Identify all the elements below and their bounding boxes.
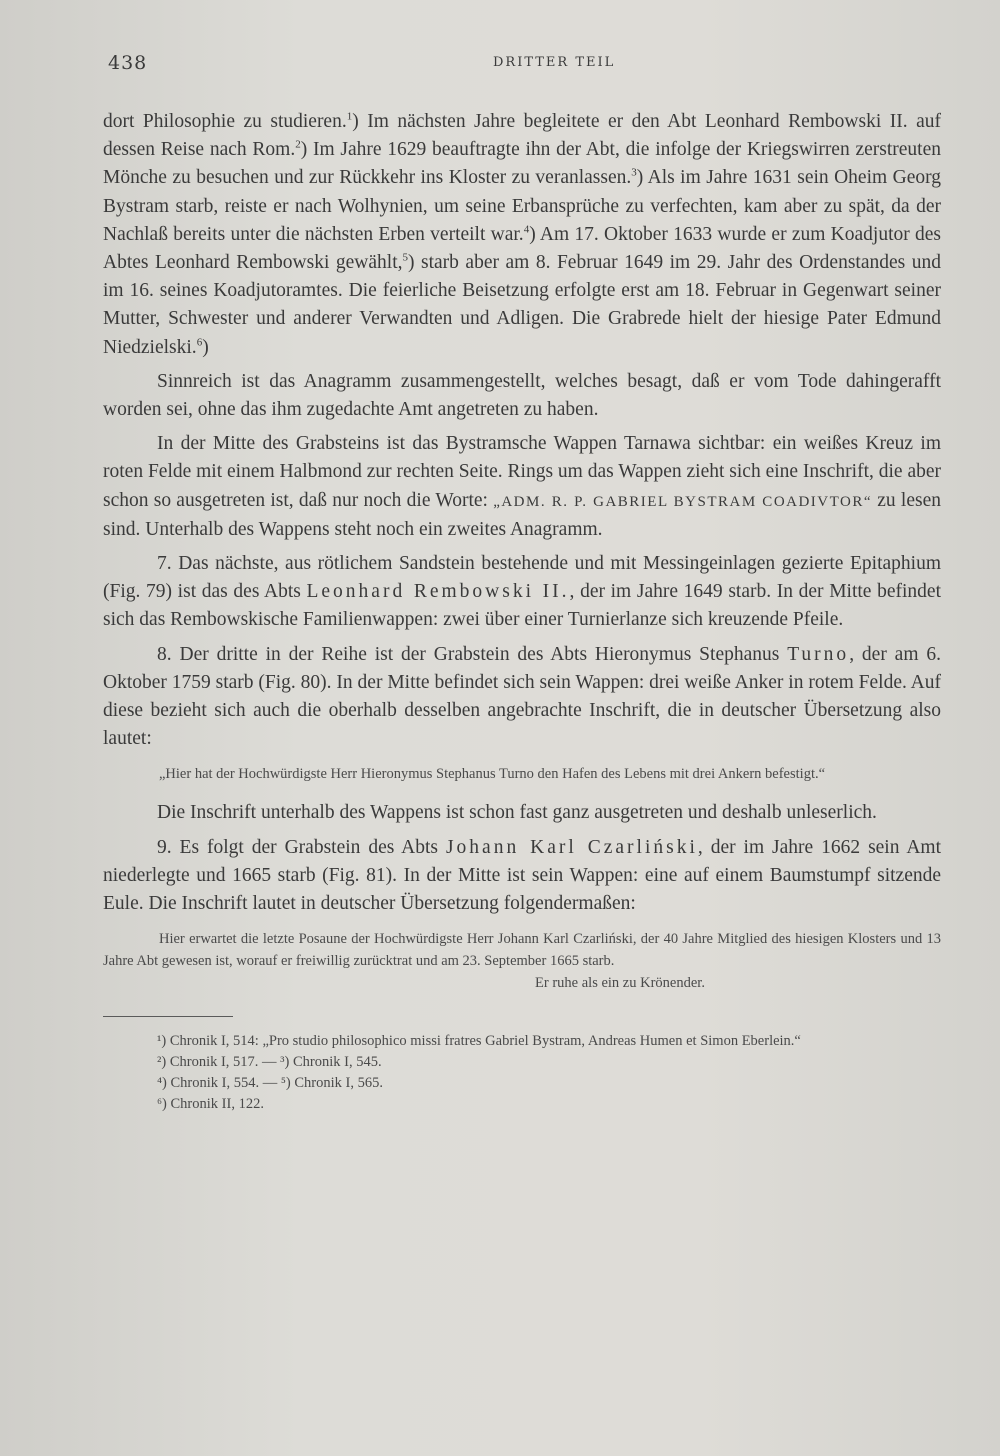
footnote-2-3: ²) Chronik I, 517. — ³) Chronik I, 545. (157, 1054, 382, 1071)
paragraph-3: In der Mitte des Grabsteins ist das Bystramsche Wappen Tarnawa sichtbar: ein weißes Kreuz im roten Felde mit einem Halbmond zur rechten Seite. Rings um das Wappen zieht sich eine Inschrift, die aber schon so ausgetreten ist, daß nur noch die Worte: „ADM. R. P. GABRIEL BYSTRAM COADIVTOR“ zu lesen sind. Unterhalb des Wappens steht noch ein zweites Anagramm. (103, 433, 941, 540)
footnote-1: ¹) Chronik I, 514: „Pro studio philosophico missi fratres Gabriel Bystram, Andreas Humen et Simon Eberlein.“ (157, 1033, 801, 1050)
paragraph-6: Die Inschrift unterhalb des Wappens ist schon fast ganz ausgetreten und deshalb unleserlich. (157, 802, 877, 824)
footnote-ref: 3 (631, 166, 637, 179)
inscription-text: „ADM. R. P. GABRIEL BYSTRAM COADIVTOR“ (493, 493, 873, 510)
footnote-ref: 5 (402, 251, 409, 264)
main-text (103, 108, 941, 1115)
footnote-rule (103, 1016, 233, 1017)
footnote-ref: 2 (295, 138, 301, 151)
inscription-quote-2: Hier erwartet die letzte Posaune der Hochwürdigste Herr Johann Karl Czarliński, der 40 Jahre Mitglied des hiesigen Klosters und 13 Jahre Abt gewesen ist, worauf er freiwillig zurücktrat und am 23. September 1665 starb. Er ruhe als ein zu Krönender. (103, 928, 941, 994)
inscription-quote-1: „Hier hat der Hochwürdigste Herr Hieronymus Stephanus Turno den Hafen des Lebens mit drei Ankern befestigt.“ (159, 766, 826, 783)
footnote-ref: 6 (196, 336, 203, 349)
footnote-ref: 4 (523, 223, 530, 236)
footnote-4-5: ⁴) Chronik I, 554. — ⁵) Chronik I, 565. (157, 1075, 383, 1092)
person-name: Leonhard Rembowski II. (306, 581, 570, 603)
page-header (108, 52, 930, 76)
person-name: Turno (787, 643, 850, 665)
paragraph-1: dort Philosophie zu studieren.$^1$) Im nächsten Jahre begleitete er den Abt Leonhard Rembowski II. auf dessen Reise nach Rom.$^2$) Im Jahre 1629 beauftragte ihn der Abt, die infolge der Kriegswirren zerstreuten Mönche zu besuchen und zur Rückkehr ins Kloster zu veranlassen.$^3$) Als im Jahre 1631 sein Oheim Georg Bystram starb, reiste er nach Wolhynien, um seine Erbansprüche zu verfechten, kam aber zu spät, da der Nachlaß bereits unter die nächsten Erben verteilt war.$^4$) Am 17. Oktober 1633 wurde er zum Koadjutor des Abtes Leonhard Rembowski gewählt,$^5$) starb aber am 8. Februar 1649 im 29. Jahr des Ordenstandes und im 16. seines Koadjutoramtes. Die feierliche Beisetzung erfolgte erst am 18. Februar in Gegenwart seiner Mutter, Schwester und anderer Verwandten und Adligen. Die Grabrede hielt der hiesige Pater Edmund Niedzielski.$^6$) (103, 110, 942, 358)
running-head: DRITTER TEIL (493, 55, 616, 70)
paragraph-4: 7. Das nächste, aus rötlichem Sandstein bestehende und mit Messingeinlagen gezierte Epitaphium (Fig. 79) ist das des Abts Leonhard Rembowski II., der im Jahre 1649 starb. In der Mitte befindet sich das Rembowskische Familienwappen: zwei über einer Turnierlanze sich kreuzende Pfeile. (103, 553, 941, 631)
person-name: Johann Karl Czarliński (445, 836, 698, 858)
paragraph-5: 8. Der dritte in der Reihe ist der Grabstein des Abts Hieronymus Stephanus Turno, der am 6. Oktober 1759 starb (Fig. 80). In der Mitte befindet sich sein Wappen: drei weiße Anker in rotem Felde. Auf diese bezieht sich auch die oberhalb desselben angebrachte Inschrift, die in deutscher Übersetzung also lautet: (103, 643, 942, 750)
paragraph-7: 9. Es folgt der Grabstein des Abts Johann Karl Czarliński, der im Jahre 1662 sein Amt niederlegte und 1665 starb (Fig. 81). In der Mitte ist sein Wappen: eine auf einem Baumstumpf sitzende Eule. Die Inschrift lautet in deutscher Übersetzung folgendermaßen: (103, 836, 942, 915)
paragraph-2: Sinnreich ist das Anagramm zusammengestellt, welches besagt, daß er vom Tode dahingerafft worden sei, ohne das ihm zugedachte Amt angetreten zu haben. (103, 370, 941, 421)
footnote-6: ⁶) Chronik II, 122. (157, 1096, 264, 1113)
quote-closing: Er ruhe als ein zu Krönender. (535, 975, 705, 992)
footnote-ref: 1 (346, 110, 353, 123)
page-number: 438 (108, 52, 148, 74)
